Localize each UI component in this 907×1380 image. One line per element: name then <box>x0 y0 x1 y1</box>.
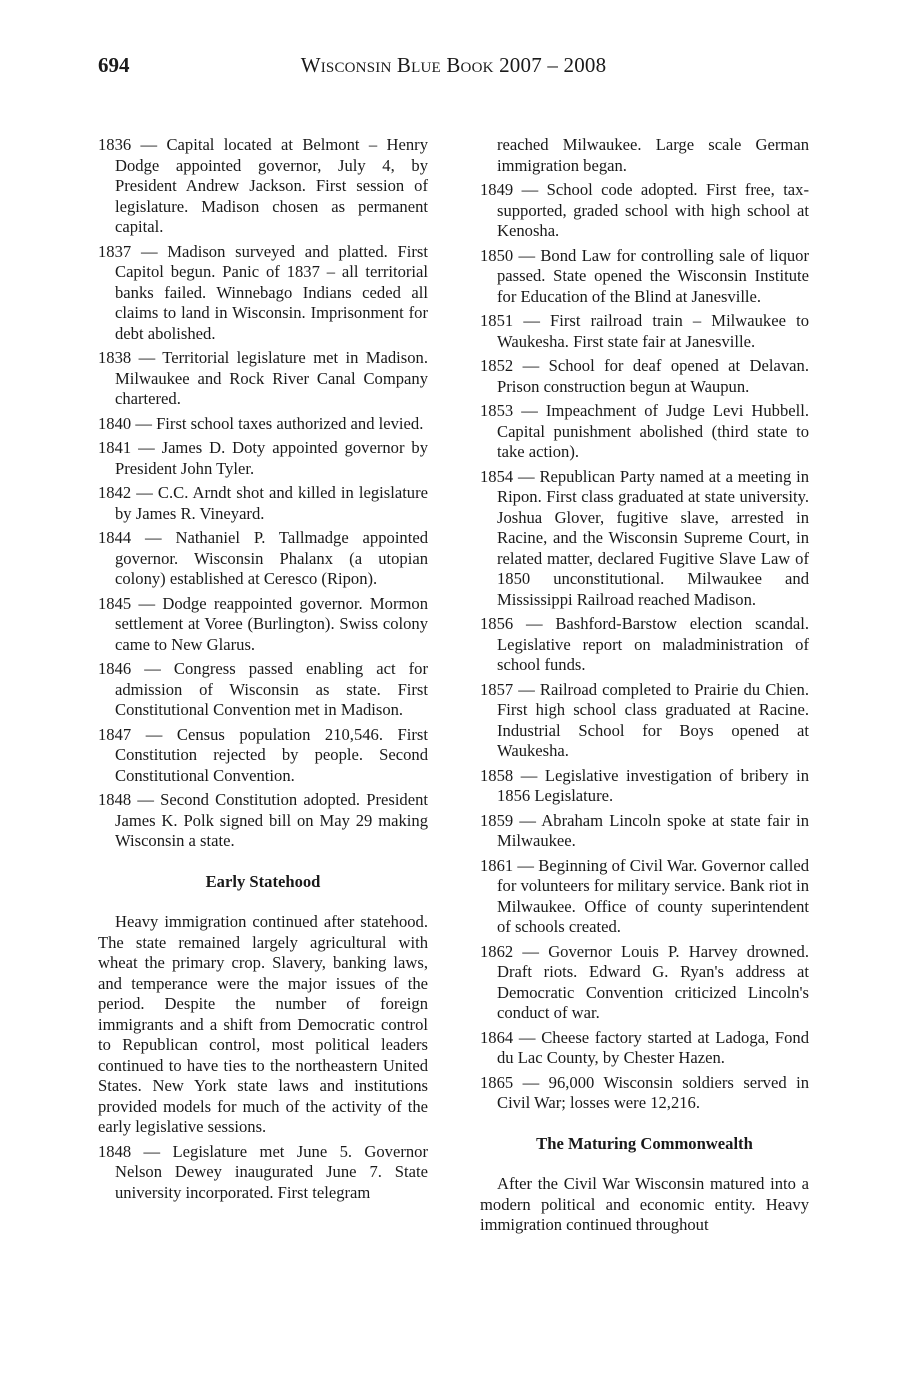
timeline-entry: 1837 — Madison surveyed and platted. First Capitol begun. Panic of 1837 – all territorial banks failed. Winnebago Indians ceded all claims to land in Wisconsin. Imprisonment for debt abolished. <box>98 241 428 343</box>
timeline-entry: 1851 — First railroad train – Milwaukee to Waukesha. First state fair at Janesville. <box>480 311 809 351</box>
timeline-list <box>480 180 809 1114</box>
timeline-entry: 1836 — Capital located at Belmont – Henry Dodge appointed governor, July 4, by President Andrew Jackson. First session of legislature. Madison chosen as permanent capital. <box>98 135 428 236</box>
timeline-entry: 1864 — Cheese factory started at Ladoga, Fond du Lac County, by Chester Hazen. <box>480 1027 809 1067</box>
timeline-entry: 1853 — Impeachment of Judge Levi Hubbell. Capital punishment abolished (third state to take action). <box>480 401 809 461</box>
timeline-entry: 1841 — James D. Doty appointed governor by President John Tyler. <box>98 438 428 478</box>
timeline-entry: 1844 — Nathaniel P. Tallmadge appointed governor. Wisconsin Phalanx (a utopian colony) established at Ceresco (Ripon). <box>98 528 428 588</box>
timeline-entry: 1840 — First school taxes authorized and levied. <box>98 413 424 433</box>
right-column <box>480 135 809 1240</box>
timeline-entry: 1856 — Bashford-Barstow election scandal. Legislative report on maladministration of school funds. <box>480 614 809 674</box>
timeline-entry: 1852 — School for deaf opened at Delavan. Prison construction begun at Waupun. <box>480 356 809 396</box>
timeline-entry: 1842 — C.C. Arndt shot and killed in legislature by James R. Vineyard. <box>98 483 428 523</box>
timeline-entry: 1861 — Beginning of Civil War. Governor called for volunteers for military service. Bank riot in Milwaukee. Office of county superintendent of schools created. <box>480 855 809 936</box>
section-paragraph: Heavy immigration continued after statehood. The state remained largely agricultural with wheat the primary crop. Slavery, banking laws, and temperance were the major issues of the period. Despite the number of foreign immigrants and a shift from Democratic control to Republican control, most political leaders continued to have ties to the northeastern United States. New York state laws and institutions provided models for much of the activity of the early legislative sessions. <box>98 912 428 1136</box>
timeline-entry: 1857 — Railroad completed to Prairie du Chien. First high school class graduated at Racine. Industrial School for Boys opened at Waukesha. <box>480 679 809 760</box>
timeline-entry: 1865 — 96,000 Wisconsin soldiers served in Civil War; losses were 12,216. <box>480 1072 809 1112</box>
timeline-entry: 1838 — Territorial legislature met in Madison. Milwaukee and Rock River Canal Company chartered. <box>98 348 428 408</box>
timeline-entry: 1845 — Dodge reappointed governor. Mormon settlement at Voree (Burlington). Swiss colony came to New Glarus. <box>98 593 428 654</box>
section-heading: The Maturing Commonwealth <box>536 1133 753 1153</box>
timeline-entry: 1859 — Abraham Lincoln spoke at state fair in Milwaukee. <box>480 810 809 850</box>
timeline-entry: 1848 — Second Constitution adopted. President James K. Polk signed bill on May 29 making Wisconsin a state. <box>98 790 428 850</box>
page-number: 694 <box>98 53 130 77</box>
left-column <box>98 135 428 1207</box>
timeline-list <box>98 135 428 852</box>
section-paragraph: After the Civil War Wisconsin matured into a modern political and economic entity. Heavy immigration continued throughout <box>480 1174 809 1234</box>
timeline-entry: 1849 — School code adopted. First free, tax-supported, graded school with high school at Kenosha. <box>480 180 809 240</box>
timeline-entry: 1854 — Republican Party named at a meeting in Ripon. First class graduated at state university. Joshua Glover, fugitive slave, arrested in Racine, and the Wisconsin Supreme Court, in related matter, declared Fugitive Slave Law of 1850 unconstitutional. Milwaukee and Mississippi Railroad reached Madison. <box>480 466 809 609</box>
section-heading: Early Statehood <box>205 871 321 891</box>
timeline-entry: 1846 — Congress passed enabling act for admission of Wisconsin as state. First Constitutional Convention met in Madison. <box>98 659 428 719</box>
timeline-entry: 1848 — Legislature met June 5. Governor Nelson Dewey inaugurated June 7. State university incorporated. First telegram <box>98 1141 428 1202</box>
timeline-entry: 1858 — Legislative investigation of bribery in 1856 Legislature. <box>480 765 809 805</box>
timeline-entry-continuation: reached Milwaukee. Large scale German immigration began. <box>497 135 809 175</box>
timeline-entry: 1862 — Governor Louis P. Harvey drowned. Draft riots. Edward G. Ryan's address at Democratic Convention criticized Lincoln's conduct of war. <box>480 941 809 1022</box>
timeline-entry: 1850 — Bond Law for controlling sale of liquor passed. State opened the Wisconsin Institute for Education of the Blind at Janesville. <box>480 245 809 306</box>
running-title: Wisconsin Blue Book 2007 – 2008 <box>300 53 607 77</box>
timeline-entry: 1847 — Census population 210,546. First Constitution rejected by people. Second Constitutional Convention. <box>98 724 428 785</box>
